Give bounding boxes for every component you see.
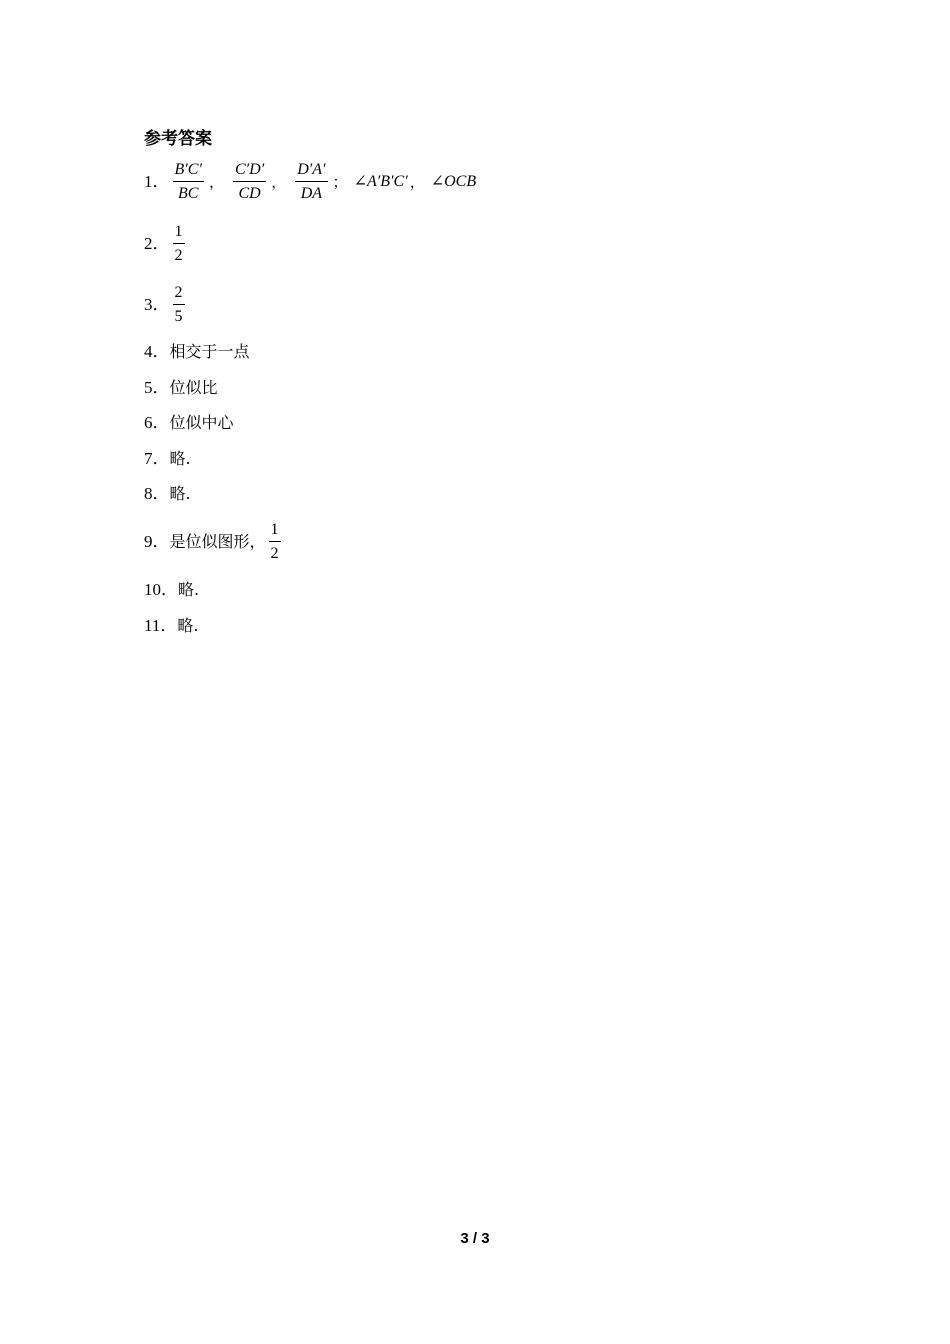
answer-9 [144,520,284,564]
fraction-numerator: 1 [269,520,281,542]
angle-expression: ∠A′B′C′ [353,173,408,190]
answers-heading: 参考答案 [144,129,212,149]
fraction-denominator: 2 [270,545,279,562]
answer-3 [144,283,188,327]
fraction-denominator: CD [238,185,261,202]
separator: ， [208,173,224,191]
separator: ， [271,173,287,191]
answer-text: 略. [169,449,191,468]
fraction-denominator: DA [300,185,323,202]
answer-text: 位似中心 [169,413,234,432]
answer-text: 是位似图形， [169,532,266,551]
answer-4 [144,341,250,363]
fraction [269,520,281,564]
answer-6 [144,412,234,434]
answer-number: 4． [144,342,170,361]
answer-number: 7． [144,449,170,468]
answer-text: 相交于一点 [169,342,250,361]
fraction-numerator: 2 [173,283,185,305]
answer-text: 位似比 [169,378,218,397]
fraction-numerator: C′D′ [233,160,266,182]
answer-text: 略. [177,616,199,635]
fraction-numerator: D′A′ [295,160,327,182]
fraction-denominator: 5 [174,308,183,325]
answer-number: 1． [144,172,170,191]
answer-number: 6． [144,413,170,432]
answer-number: 9． [144,532,170,551]
page-number: 3 / 3 [460,1230,490,1247]
answer-number: 5． [144,378,170,397]
answer-11 [144,615,198,637]
separator: ； [332,173,348,191]
fraction-denominator: 2 [174,247,183,264]
answer-7 [144,448,191,470]
fraction [173,160,204,204]
separator: ， [409,173,425,191]
answer-number: 3． [144,295,170,314]
answer-5 [144,377,218,399]
answer-number: 8． [144,484,170,503]
answer-number: 2． [144,234,170,253]
answer-10 [144,579,199,601]
fraction [295,160,327,204]
answer-text: 略. [178,580,200,599]
answer-2 [144,222,188,266]
answer-8 [144,483,191,505]
fraction [173,222,185,266]
fraction [233,160,266,204]
fraction [173,283,185,327]
fraction-numerator: 1 [173,222,185,244]
answer-number: 10． [144,580,178,599]
answer-number: 11． [144,616,178,635]
answer-text: 略. [169,484,191,503]
angle-expression: ∠OCB [430,173,477,190]
answer-1 [144,160,476,204]
fraction-numerator: B′C′ [173,160,204,182]
fraction-denominator: BC [178,185,199,202]
